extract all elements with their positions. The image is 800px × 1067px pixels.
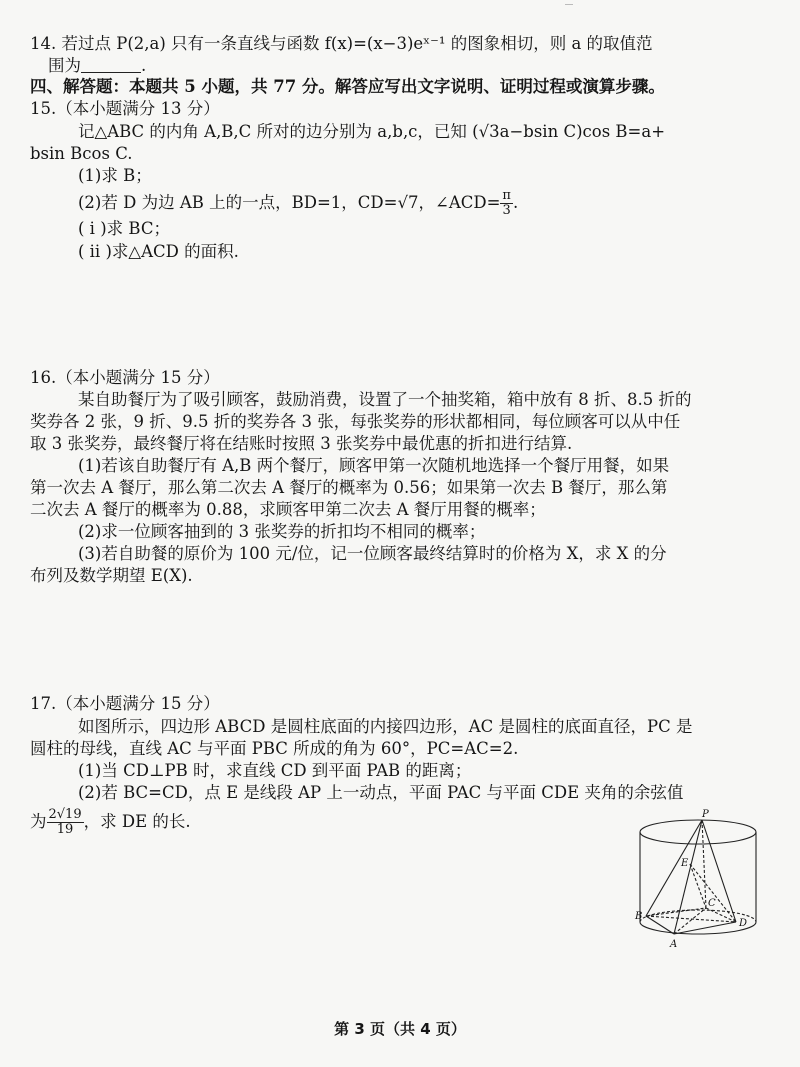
scan-mark xyxy=(565,4,573,5)
q15-part2-suffix: . xyxy=(512,193,519,212)
segment-AC xyxy=(674,908,706,934)
q15-stem1: 记△ABC 的内角 A,B,C 所对的边分别为 a,b,c，已知 (√3a−bsin C)cos B=a+ xyxy=(78,122,666,141)
q15-part2-prefix: (2)若 D 为边 AB 上的一点，BD=1，CD=√7，∠ACD= xyxy=(78,193,501,212)
q14-line2: 围为 . xyxy=(48,56,147,75)
cylinder-figure xyxy=(628,808,768,958)
segment-BC xyxy=(646,908,706,916)
q16-line-7: (3)若自助餐的原价为 100 元/位，记一位顾客最终结算时的价格为 X，求 X 的分 xyxy=(78,544,667,563)
frac-denominator: 19 xyxy=(56,822,74,837)
q16-line-0: 某自助餐厅为了吸引顾客，鼓励消费，设置了一个抽奖箱，箱中放有 8 折、8.5 折的 xyxy=(78,390,692,409)
q17-line-0: 如图所示，四边形 ABCD 是圆柱底面的内接四边形，AC 是圆柱的底面直径，PC 是 xyxy=(78,717,693,736)
q14-line2-text: 围为 xyxy=(48,56,81,75)
q17-last-prefix: 为 xyxy=(30,812,47,831)
label-A: A xyxy=(670,939,678,950)
frac-numerator: 2√19 xyxy=(48,807,82,822)
q16-line-5: 二次去 A 餐厅的概率为 0.88，求顾客甲第二次去 A 餐厅用餐的概率； xyxy=(30,500,546,519)
answer-blank xyxy=(81,56,141,73)
frac-numerator: π xyxy=(502,188,511,203)
label-D: D xyxy=(739,918,748,929)
fraction-pi-over-3 xyxy=(500,189,513,218)
label-C: C xyxy=(708,898,716,909)
q15-stem2: bsin Bcos C. xyxy=(30,144,133,163)
label-E: E xyxy=(681,858,689,869)
segment-EC xyxy=(690,864,706,908)
q17-last-suffix: ，求 DE 的长. xyxy=(83,812,191,831)
q17-title: 17.（本小题满分 15 分） xyxy=(30,694,220,713)
label-B: B xyxy=(635,911,643,922)
frac-denominator: 3 xyxy=(502,203,511,218)
q16-line-4: 第一次去 A 餐厅，那么第二次去 A 餐厅的概率为 0.56；如果第一次去 B 餐厅，那么第 xyxy=(30,478,668,497)
q15-part2 xyxy=(78,189,800,218)
q16-line-2: 取 3 张奖券，最终餐厅将在结账时按照 3 张奖券中最优惠的折扣进行结算. xyxy=(30,434,573,453)
top-ellipse xyxy=(640,820,756,844)
segment-PC xyxy=(702,820,706,908)
q17-line-1: 圆柱的母线，直线 AC 与平面 PBC 所成的角为 60°，PC=AC=2. xyxy=(30,739,519,758)
q15-title: 15.（本小题满分 13 分） xyxy=(30,99,220,118)
segment-BD xyxy=(646,916,736,922)
q16-title: 16.（本小题满分 15 分） xyxy=(30,368,220,387)
segment-PA xyxy=(674,820,702,934)
section4-header: 四、解答题：本题共 5 小题，共 77 分。解答应写出文字说明、证明过程或演算步骤。 xyxy=(30,77,665,96)
q15-part1: (1)求 B； xyxy=(78,166,152,185)
q17-line-2: (1)当 CD⊥PB 时，求直线 CD 到平面 PAB 的距离； xyxy=(78,761,472,780)
q15-sub-i: ( ⅰ )求 BC； xyxy=(78,219,170,238)
page-footer: 第 3 页（共 4 页） xyxy=(334,1020,466,1038)
segment-ED xyxy=(690,864,736,922)
q15-sub-ii: ( ⅱ )求△ACD 的面积. xyxy=(78,242,239,261)
q14-line1: 14. 若过点 P(2,a) 只有一条直线与函数 f(x)=(x−3)eˣ⁻¹ 的图象相切，则 a 的取值范 xyxy=(30,34,653,53)
label-P: P xyxy=(702,809,709,820)
fraction-2sqrt19-over-19 xyxy=(47,808,84,837)
q16-line-3: (1)若该自助餐厅有 A,B 两个餐厅，顾客甲第一次随机地选择一个餐厅用餐，如果 xyxy=(78,456,670,475)
q16-line-6: (2)求一位顾客抽到的 3 张奖券的折扣均不相同的概率； xyxy=(78,522,486,541)
q16-line-8: 布列及数学期望 E(X). xyxy=(30,566,193,585)
q17-line-3: (2)若 BC=CD，点 E 是线段 AP 上一动点，平面 PAC 与平面 CDE 夹角的余弦值 xyxy=(78,783,684,802)
q16-line-1: 奖券各 2 张，9 折、9.5 折的奖券各 3 张，每张奖券的形状都相同，每位顾客可以从中任 xyxy=(30,412,681,431)
